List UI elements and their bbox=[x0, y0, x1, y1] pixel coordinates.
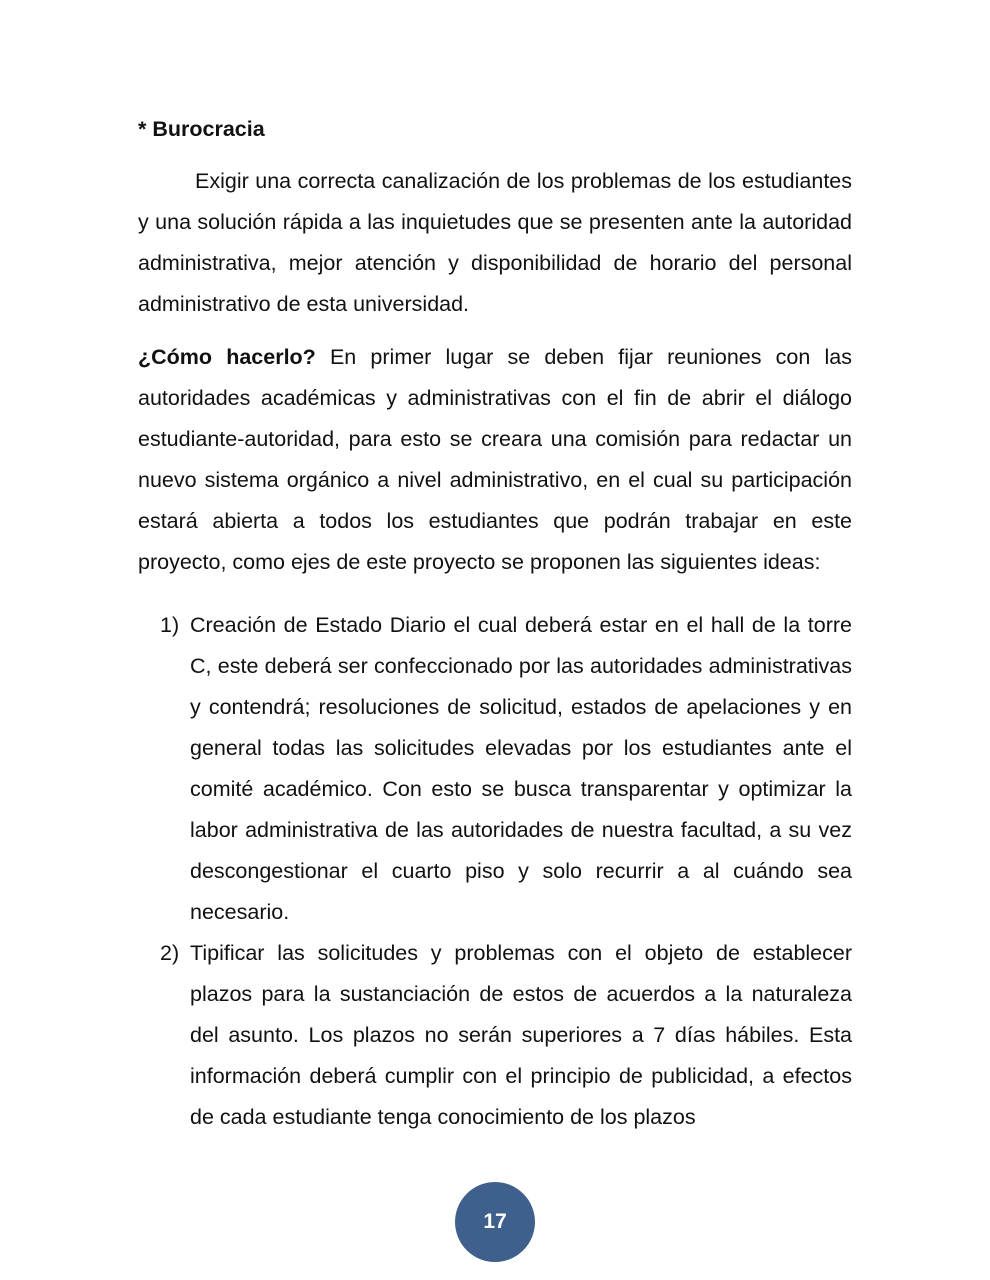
list-item bbox=[138, 933, 852, 1138]
list-item bbox=[138, 605, 852, 933]
ideas-list bbox=[138, 605, 852, 1138]
list-item-text: Creación de Estado Diario el cual deberá estar en el hall de la torre C, este deberá ser confeccionado por las autoridades administrativas y contendrá; resoluciones de solicitud, estados de apelaciones y en general todas las solicitudes elevadas por los estudiantes ante el comité académico. Con esto se busca transparentar y optimizar la labor administrativa de las autoridades de nuestra facultad, a su vez descongestionar el cuarto piso y solo recurrir a al cuándo sea necesario. bbox=[190, 613, 852, 924]
section-heading: * Burocracia bbox=[138, 117, 265, 141]
page-number: 17 bbox=[483, 1210, 507, 1233]
list-item-text: Tipificar las solicitudes y problemas con el objeto de establecer plazos para la sustanciación de estos de acuerdos a la naturaleza del asunto. Los plazos no serán superiores a 7 días hábiles. Esta información deberá cumplir con el principio de publicidad, a efectos de cada estudiante tenga conocimiento de los plazos bbox=[190, 941, 852, 1129]
intro-paragraph: Exigir una correcta canalización de los problemas de los estudiantes y una solución rápida a las inquietudes que se presenten ante la autoridad administrativa, mejor atención y disponibilidad de horario del personal administrativo de esta universidad. bbox=[138, 169, 852, 316]
document-page bbox=[138, 110, 852, 1138]
page-number-badge bbox=[455, 1182, 535, 1262]
how-lead: ¿Cómo hacerlo? bbox=[138, 345, 316, 369]
how-text: En primer lugar se deben fijar reuniones con las autoridades académicas y administrativas con el fin de abrir el diálogo estudiante-autoridad, para esto se creara una comisión para redactar un nuevo sistema orgánico a nivel administrativo, en el cual su participación estará abierta a todos los estudiantes que podrán trabajar en este proyecto, como ejes de este proyecto se proponen las siguientes ideas: bbox=[138, 345, 852, 574]
list-item-number: 2) bbox=[160, 941, 180, 965]
how-paragraph bbox=[138, 337, 852, 583]
list-item-number: 1) bbox=[160, 613, 180, 637]
